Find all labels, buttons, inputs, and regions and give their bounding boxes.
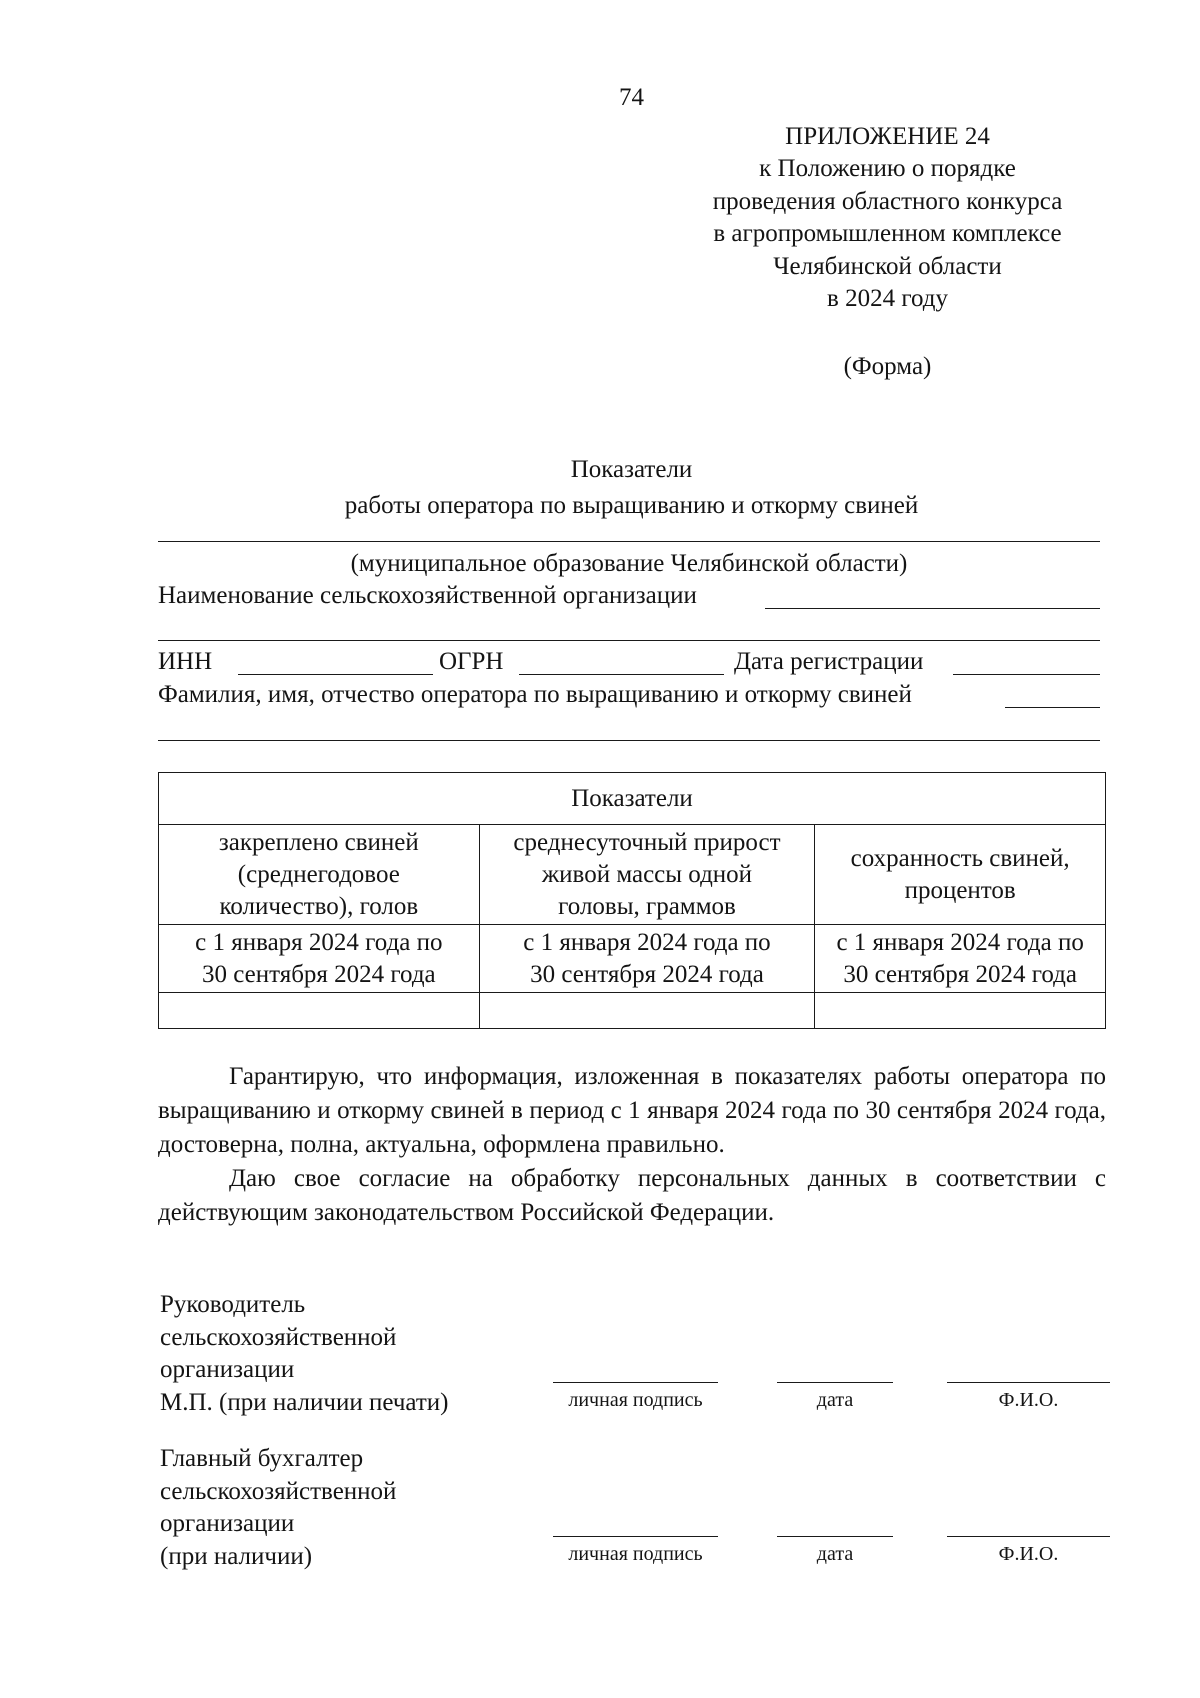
signatory-line: сельскохозяйственной xyxy=(160,1323,397,1351)
guarantee-text xyxy=(158,1060,1106,1230)
accountant-name-caption: Ф.И.О. xyxy=(998,1543,1059,1565)
document-heading xyxy=(0,452,1200,524)
cell-line: 30 сентября 2024 года xyxy=(843,960,1077,988)
appendix-line: Челябинской области xyxy=(773,252,1002,280)
heading-line-1: Показатели xyxy=(570,456,693,483)
signatory-line: организации xyxy=(160,1510,295,1537)
table-header-cell: Показатели xyxy=(159,773,1106,825)
period-cell xyxy=(159,925,480,993)
column-survival-rate xyxy=(815,825,1106,925)
head-date-caption: дата xyxy=(816,1389,854,1411)
signatory-line: М.П. (при наличии печати) xyxy=(160,1388,449,1416)
value-cell-survival-rate[interactable] xyxy=(815,993,1106,1029)
table-columns-row xyxy=(159,825,1106,925)
cell-line: процентов xyxy=(904,876,1016,904)
cell-line: среднесуточный прирост xyxy=(513,828,781,856)
municipality-field[interactable] xyxy=(158,541,1100,542)
consent-paragraph: Даю свое согласие на обработку персональных данных в соответствии с действующим законодательством Российской Федерации. xyxy=(158,1165,1106,1226)
cell-line: с 1 января 2024 года по xyxy=(195,928,443,956)
appendix-block xyxy=(680,121,1095,315)
head-name-field[interactable] xyxy=(947,1382,1110,1383)
municipality-caption: (муниципальное образование Челябинской области) xyxy=(350,550,908,577)
operator-field-continuation[interactable] xyxy=(158,740,1100,741)
accountant-date-caption: дата xyxy=(816,1543,854,1565)
table-header-row xyxy=(159,773,1106,825)
head-signatory-label xyxy=(160,1289,449,1419)
appendix-title: ПРИЛОЖЕНИЕ 24 xyxy=(785,123,990,150)
inn-label: ИНН xyxy=(158,648,213,675)
accountant-signature-field[interactable] xyxy=(553,1536,718,1537)
appendix-line: проведения областного конкурса xyxy=(712,187,1063,215)
appendix-line: к Положению о порядке xyxy=(759,155,1016,183)
registration-date-field[interactable] xyxy=(953,674,1100,675)
signatory-line: организации xyxy=(160,1356,295,1383)
head-name-caption: Ф.И.О. xyxy=(998,1389,1059,1411)
indicators-table xyxy=(158,772,1106,1029)
ogrn-label: ОГРН xyxy=(439,648,504,675)
period-cell xyxy=(479,925,815,993)
column-pigs-assigned xyxy=(159,825,480,925)
cell-line: с 1 января 2024 года по xyxy=(836,928,1084,956)
inn-field[interactable] xyxy=(238,674,433,675)
appendix-line: в агропромышленном комплексе xyxy=(713,220,1062,248)
form-label: (Форма) xyxy=(843,353,932,380)
accountant-date-field[interactable] xyxy=(777,1536,893,1537)
period-cell xyxy=(815,925,1106,993)
column-daily-gain xyxy=(479,825,815,925)
table-data-row xyxy=(159,993,1106,1029)
accountant-name-field[interactable] xyxy=(947,1536,1110,1537)
organization-field-continuation[interactable] xyxy=(158,640,1100,641)
guarantee-paragraph: Гарантирую, что информация, изложенная в показателях работы оператора по выращиванию и откорму свиней в период с 1 января 2024 года по 30 сентября 2024 года, достоверна, полна, актуальна, оформлена правильно. xyxy=(158,1063,1106,1158)
signatory-line: Главный бухгалтер xyxy=(160,1445,364,1472)
value-cell-pigs-assigned[interactable] xyxy=(159,993,480,1029)
signatory-line: Руководитель xyxy=(160,1291,306,1318)
cell-line: количество), голов xyxy=(219,892,419,920)
value-cell-daily-gain[interactable] xyxy=(479,993,815,1029)
head-signature-field[interactable] xyxy=(553,1382,718,1383)
heading-line-2: работы оператора по выращиванию и откорму свиней xyxy=(344,492,919,519)
organization-field[interactable] xyxy=(765,608,1100,609)
signatory-line: (при наличии) xyxy=(160,1542,313,1570)
organization-label: Наименование сельскохозяйственной организации xyxy=(158,582,697,609)
accountant-signature-caption: личная подпись xyxy=(568,1543,703,1565)
signatory-line: сельскохозяйственной xyxy=(160,1477,397,1505)
ogrn-field[interactable] xyxy=(519,674,724,675)
operator-field[interactable] xyxy=(1005,707,1100,708)
cell-line: (среднегодовое xyxy=(237,860,400,888)
head-signature-caption: личная подпись xyxy=(568,1389,703,1411)
cell-line: 30 сентября 2024 года xyxy=(530,960,764,988)
cell-line: закреплено свиней xyxy=(218,828,419,856)
cell-line: живой массы одной xyxy=(541,860,753,888)
cell-line: головы, граммов xyxy=(558,892,736,920)
accountant-signatory-label xyxy=(160,1443,396,1573)
head-date-field[interactable] xyxy=(777,1382,893,1383)
cell-line: 30 сентября 2024 года xyxy=(201,960,436,988)
cell-line: с 1 января 2024 года по xyxy=(523,928,771,956)
cell-line: сохранность свиней, xyxy=(850,844,1070,872)
operator-label: Фамилия, имя, отчество оператора по выращиванию и откорму свиней xyxy=(158,681,912,708)
appendix-line: в 2024 году xyxy=(827,285,948,313)
registration-date-label: Дата регистрации xyxy=(734,648,924,675)
table-period-row xyxy=(159,925,1106,993)
page-number: 74 xyxy=(619,84,644,111)
